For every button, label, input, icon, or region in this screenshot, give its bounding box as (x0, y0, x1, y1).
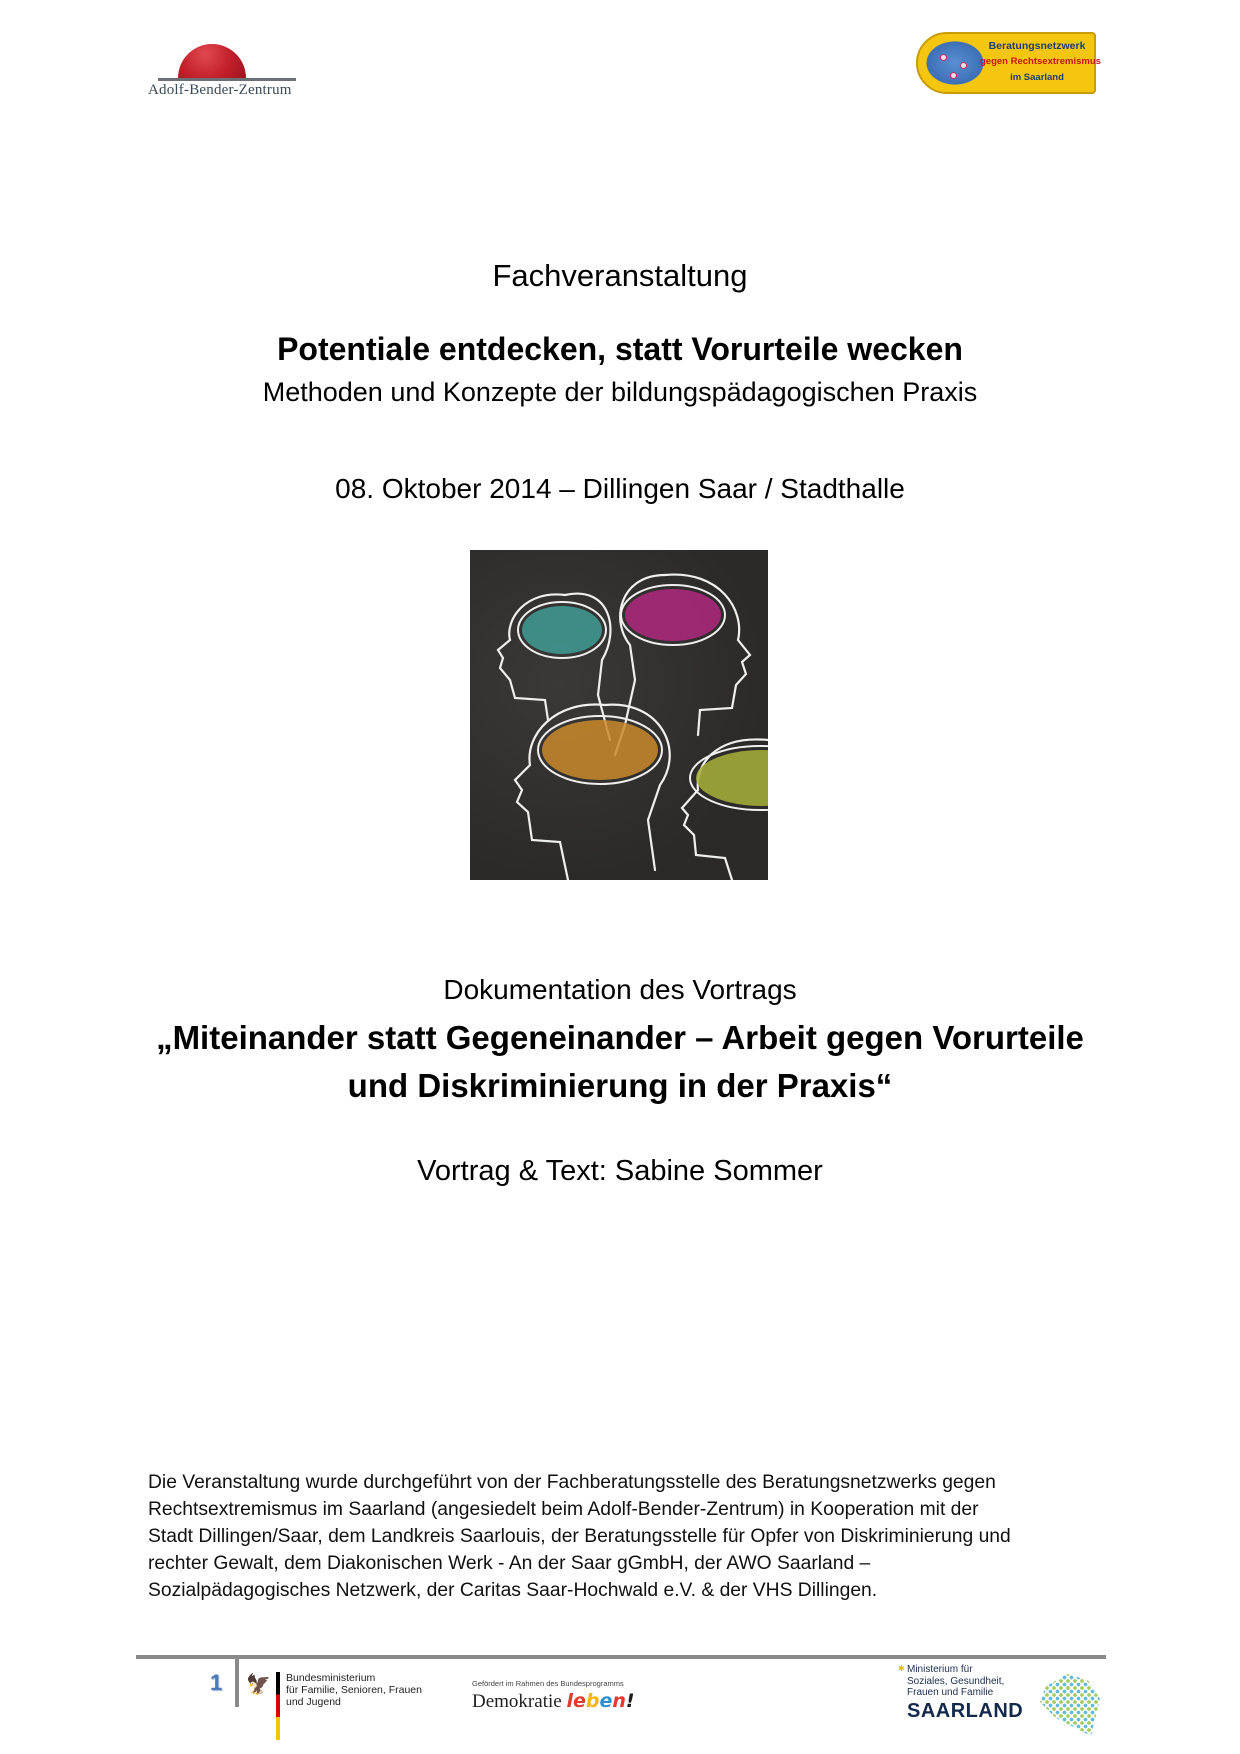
german-flag-bar (276, 1672, 280, 1740)
demokratie-word: Demokratie (472, 1691, 562, 1712)
heads-illustration (470, 550, 768, 880)
federal-eagle-icon: 🦅 (246, 1674, 271, 1696)
demokratie-leben-logo (472, 1679, 692, 1729)
leben-letter: b (585, 1690, 600, 1712)
leben-letter: n (612, 1690, 626, 1712)
footer-divider (136, 1655, 1106, 1659)
demokratie-wordmark (472, 1690, 692, 1713)
funding-note: Gefördert im Rahmen des Bundesprogramms (472, 1679, 624, 1688)
event-subtitle: Methoden und Konzepte der bildungspädagogischen Praxis (262, 377, 978, 407)
event-type: Fachveranstaltung (492, 258, 748, 293)
leben-letter: ! (625, 1690, 635, 1712)
paragraph-line: Stadt Dillingen/Saar, dem Landkreis Saarlouis, der Beratungsstelle für Opfer von Diskriminierung und (148, 1526, 1011, 1547)
paragraph-line: rechter Gewalt, dem Diakonischen Werk - An der Saar gGmbH, der AWO Saarland – (148, 1553, 871, 1574)
page-number: 1 (210, 1670, 223, 1695)
documentation-label: Dokumentation des Vortrags (443, 974, 797, 1005)
leben-letter: e (572, 1690, 586, 1712)
leben-letter: e (599, 1690, 613, 1712)
bmfsfj-line-2: für Familie, Senioren, Frauen (286, 1684, 422, 1696)
chalkboard-heads-image (470, 550, 768, 880)
map-node-icon (940, 54, 947, 61)
talk-author: Vortrag & Text: Sabine Sommer (417, 1155, 823, 1187)
bmfsfj-logo (246, 1672, 426, 1742)
ministry-line-3: Frauen und Familie (907, 1687, 994, 1698)
talk-title-line-1: „Miteinander statt Gegeneinander – Arbeit gegen Vorurteile (156, 1019, 1084, 1056)
bmfsfj-text (286, 1672, 422, 1708)
ministry-line-2: Soziales, Gesundheit, (907, 1675, 1005, 1687)
saarland-ministry-logo (898, 1664, 1098, 1740)
saarland-map-icon (922, 38, 988, 88)
paragraph-line: Die Veranstaltung wurde durchgeführt von der Fachberatungsstelle des Beratungsnetzwerks gegen (148, 1472, 996, 1493)
event-title: Potentiale entdecken, statt Vorurteile wecken (277, 331, 963, 367)
paragraph-line: Rechtsextremismus im Saarland (angesiedelt beim Adolf-Bender-Zentrum) in Kooperation mit der (148, 1499, 979, 1520)
saarland-wordmark: SAARLAND (907, 1700, 1024, 1722)
talk-title-line-2: und Diskriminierung in der Praxis“ (347, 1067, 893, 1104)
ministry-text (907, 1664, 1004, 1699)
paragraph-line: Sozialpädagogisches Netzwerk, der Caritas Saar-Hochwald e.V. & der VHS Dillingen. (148, 1580, 878, 1601)
red-dome-icon (178, 44, 246, 78)
leben-letter: l (566, 1690, 573, 1712)
bmfsfj-line-3: und Jugend (286, 1696, 341, 1708)
event-date-location: 08. Oktober 2014 – Dillingen Saar / Stadthalle (335, 473, 905, 504)
cooperation-paragraph (148, 1469, 1108, 1604)
logo-line-1: Beratungsnetzwerk (988, 40, 1086, 52)
map-node-icon (960, 62, 967, 69)
dotted-map-icon (1040, 1674, 1100, 1736)
logo-divider (158, 78, 296, 81)
logo-line-3: im Saarland (1010, 72, 1064, 83)
map-node-icon (950, 72, 957, 79)
ministry-line-1: Ministerium für (907, 1664, 973, 1675)
adolf-bender-zentrum-logo (148, 40, 338, 98)
leben-wordmark (566, 1691, 634, 1712)
footer-vertical-divider (235, 1659, 239, 1707)
beratungsnetzwerk-logo (916, 32, 1101, 94)
logo-line-2: gegen Rechtsextremismus (980, 56, 1101, 67)
bmfsfj-line-1: Bundesministerium (286, 1672, 376, 1684)
star-icon: ✱ (898, 1664, 905, 1673)
logo-text: Adolf-Bender-Zentrum (148, 82, 292, 98)
